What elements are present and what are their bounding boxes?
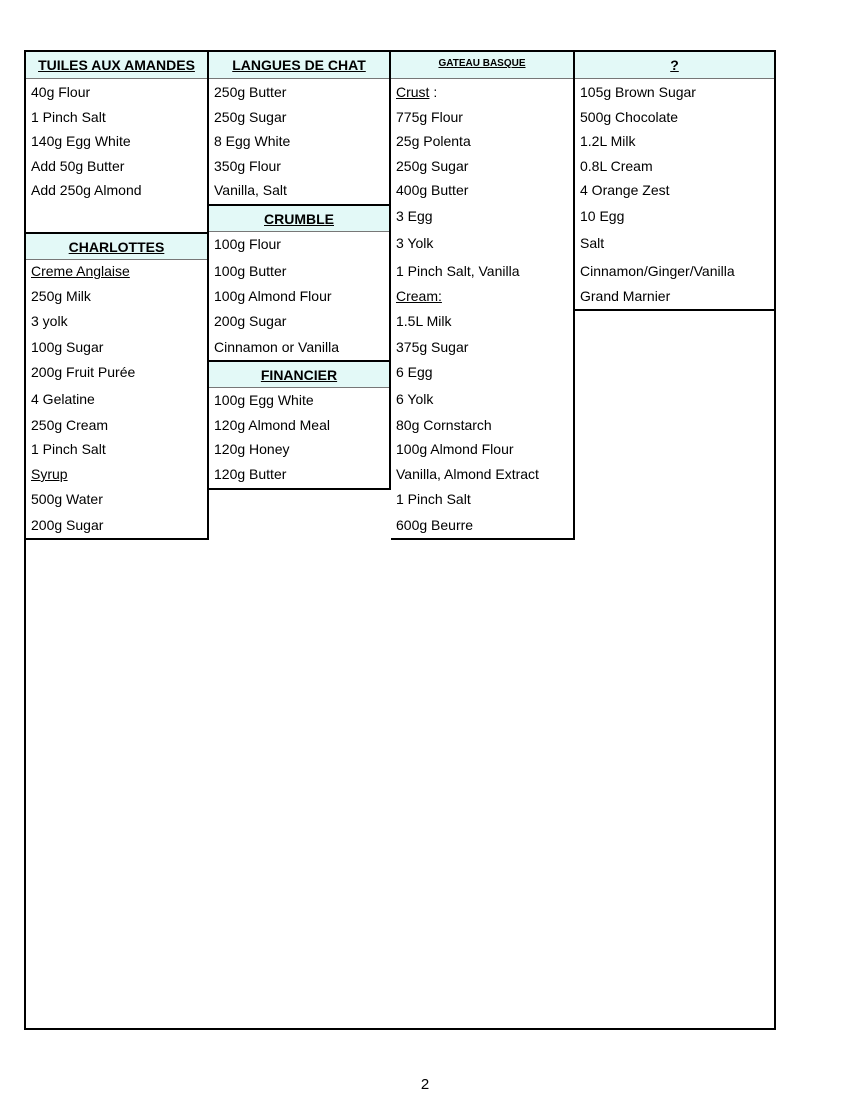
- ingredient-line: 250g Cream: [31, 417, 109, 433]
- ingredient-line: 6 Yolk: [396, 391, 434, 407]
- ingredient-line: 500g Water: [31, 491, 103, 507]
- subheading-crust-label: Crust: [396, 84, 430, 100]
- ingredient-line: 250g Sugar: [214, 109, 287, 125]
- ingredient-line: 775g Flour: [396, 109, 463, 125]
- ingredient-line: 100g Egg White: [214, 392, 314, 408]
- ingredient-line: 600g Beurre: [396, 517, 474, 533]
- ingredient-line: 350g Flour: [214, 158, 281, 174]
- recipe-title-gateau-basque: GATEAU BASQUE: [391, 52, 573, 79]
- recipe-title-langues-de-chat: LANGUES DE CHAT: [209, 52, 389, 79]
- ingredient-line: Vanilla, Almond Extract: [396, 466, 539, 482]
- ingredient-line: 0.8L Cream: [580, 158, 653, 174]
- ingredient-line: 25g Polenta: [396, 133, 471, 149]
- recipe-page: [24, 50, 776, 1030]
- ingredient-line: 1 Pinch Salt: [396, 491, 471, 507]
- ingredient-line: 250g Butter: [214, 84, 287, 100]
- recipe-title-unknown: ?: [575, 52, 774, 79]
- ingredient-line: 140g Egg White: [31, 133, 131, 149]
- ingredient-line: 3 Yolk: [396, 235, 434, 251]
- ingredient-line: 250g Sugar: [396, 158, 469, 174]
- ingredient-line: 100g Flour: [214, 236, 281, 252]
- ingredient-line: 1.5L Milk: [396, 313, 452, 329]
- subheading-cream: Cream:: [396, 288, 442, 304]
- ingredient-line: 80g Cornstarch: [396, 417, 492, 433]
- ingredient-line: 120g Honey: [214, 441, 290, 457]
- ingredient-line: 200g Sugar: [31, 517, 104, 533]
- ingredient-line: 500g Chocolate: [580, 109, 679, 125]
- ingredient-line: 1 Pinch Salt: [31, 109, 106, 125]
- ingredient-line: 4 Gelatine: [31, 391, 95, 407]
- ingredient-line: Salt: [580, 235, 605, 251]
- ingredient-line: 200g Fruit Purée: [31, 364, 136, 380]
- ingredient-line: Grand Marnier: [580, 288, 671, 304]
- ingredient-line: 6 Egg: [396, 364, 433, 380]
- ingredient-line: Cinnamon/Ginger/Vanilla: [580, 263, 735, 279]
- ingredient-line: 120g Almond Meal: [214, 417, 330, 433]
- recipe-title-charlottes: CHARLOTTES: [26, 234, 207, 260]
- ingredient-line: 400g Butter: [396, 182, 469, 198]
- ingredient-line: Add 50g Butter: [31, 158, 125, 174]
- ingredient-line: 8 Egg White: [214, 133, 291, 149]
- ingredient-line: 40g Flour: [31, 84, 91, 100]
- ingredient-line: 1 Pinch Salt, Vanilla: [396, 263, 520, 279]
- ingredient-line: 200g Sugar: [214, 313, 287, 329]
- subheading-creme-anglaise: Creme Anglaise: [31, 263, 130, 279]
- ingredient-line: 105g Brown Sugar: [580, 84, 696, 100]
- subheading-syrup: Syrup: [31, 466, 68, 482]
- ingredient-line: Vanilla, Salt: [214, 182, 287, 198]
- recipe-title-financier: FINANCIER: [209, 362, 389, 388]
- ingredient-line: Cinnamon or Vanilla: [214, 339, 340, 355]
- ingredient-line: 375g Sugar: [396, 339, 469, 355]
- recipe-title-crumble: CRUMBLE: [209, 206, 389, 232]
- subheading-crust-colon: :: [429, 84, 438, 100]
- recipe-title-tuiles: TUILES AUX AMANDES: [26, 52, 207, 79]
- ingredient-line: 10 Egg: [580, 208, 625, 224]
- ingredient-line: 1 Pinch Salt: [31, 441, 106, 457]
- ingredient-line: Add 250g Almond: [31, 182, 142, 198]
- ingredient-line: 250g Milk: [31, 288, 91, 304]
- ingredient-line: 1.2L Milk: [580, 133, 636, 149]
- ingredient-line: 100g Sugar: [31, 339, 104, 355]
- ingredient-line: 3 yolk: [31, 313, 68, 329]
- ingredient-line: 4 Orange Zest: [580, 182, 670, 198]
- page-number: 2: [420, 1076, 430, 1093]
- ingredient-line: 100g Almond Flour: [214, 288, 332, 304]
- ingredient-line: 3 Egg: [396, 208, 433, 224]
- subheading-crust: [391, 84, 437, 100]
- ingredient-line: 100g Almond Flour: [396, 441, 514, 457]
- ingredient-line: 120g Butter: [214, 466, 287, 482]
- ingredient-line: 100g Butter: [214, 263, 287, 279]
